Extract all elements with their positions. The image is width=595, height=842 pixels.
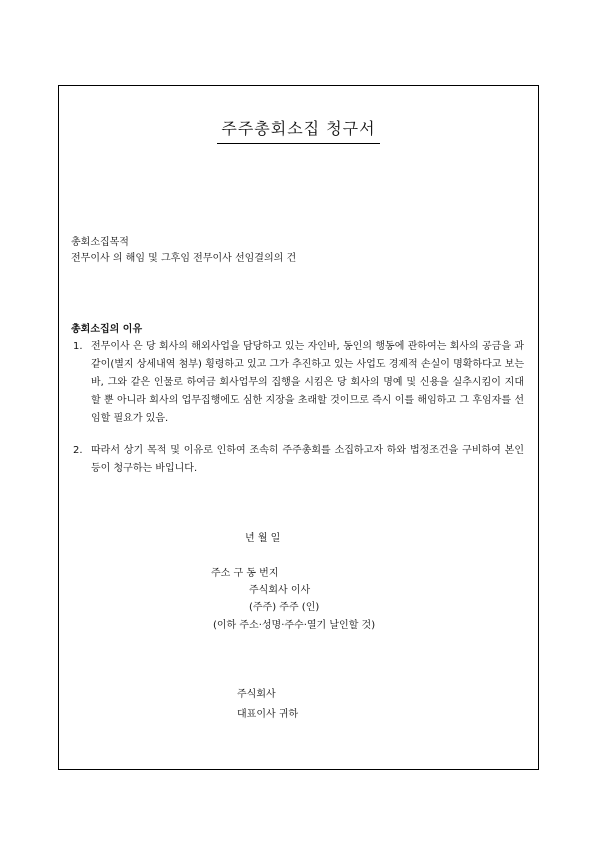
reason-heading: 총회소집의 이유 bbox=[71, 324, 143, 335]
reason-item-2 bbox=[73, 442, 524, 478]
reason-number: 2. bbox=[73, 445, 83, 456]
shareholder-line: (주주) 주주 (인) bbox=[249, 602, 320, 613]
document-title: 주주총회소집 청구서 bbox=[217, 116, 379, 144]
company-director-line: 주식회사 이사 bbox=[249, 585, 311, 596]
recipient-company: 주식회사 bbox=[237, 689, 276, 700]
address-line: 주소 구 동 번지 bbox=[211, 568, 279, 579]
reason-item-1 bbox=[73, 338, 524, 428]
date-line: 년 월 일 bbox=[245, 533, 281, 544]
recipient-title: 대표이사 귀하 bbox=[237, 709, 299, 720]
reason-number: 1. bbox=[73, 341, 83, 352]
reason-text: 전무이사 은 당 회사의 해외사업을 담당하고 있는 자인바, 동인의 행동에 관하여는 회사의 공금을 과 같이(별지 상세내역 첨부) 횡령하고 있고 그가 추진하고 있는 사업도 경제적 손실이 명확하다고 보는바, 그와 같은 인물로 하여금 회사업무의 집행을 시킴은 당 회사의 명예 및 신용을 실추시킴이 지대할 뿐 아니라 회사의 업무집행에도 심한 지장을 초래할 것이므로 즉시 이를 해임하고 그 후임자를 선임할 필요가 있음. bbox=[91, 341, 524, 424]
purpose-heading: 총회소집목적 bbox=[71, 237, 129, 248]
instruction-note: (이하 주소·성명·주수·열기 날인할 것) bbox=[213, 620, 376, 631]
reason-text: 따라서 상기 목적 및 이유로 인하여 조속히 주주총회를 소집하고자 하와 법정조건을 구비하여 본인 등이 청구하는 바입니다. bbox=[91, 445, 524, 474]
document-title-wrap bbox=[59, 116, 538, 144]
document-frame bbox=[58, 85, 539, 770]
purpose-text: 전무이사 의 해임 및 그후임 전무이사 선임결의의 건 bbox=[71, 253, 297, 264]
